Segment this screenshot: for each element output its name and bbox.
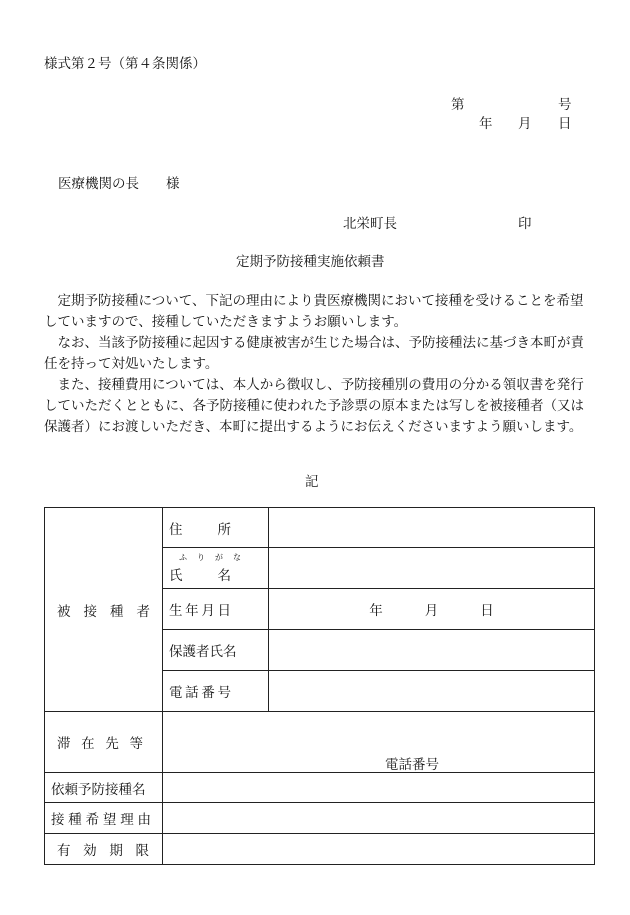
address-field[interactable] bbox=[269, 508, 595, 548]
validity-field[interactable] bbox=[163, 834, 595, 865]
address-label-cell bbox=[163, 508, 269, 548]
dob-day-unit: 日 bbox=[480, 603, 494, 619]
validity-label: 有 効 期 限 bbox=[57, 843, 149, 859]
addressee-name: 医療機関の長 bbox=[58, 176, 139, 192]
phone-label: 電 話 番 号 bbox=[169, 685, 231, 701]
issue-date-day: 日 bbox=[558, 116, 572, 132]
validity-label-cell bbox=[45, 834, 163, 865]
request-details-table bbox=[44, 507, 595, 865]
seal-mark: 印 bbox=[518, 216, 532, 232]
body-paragraph: 定期予防接種について、下記の理由により貴医療機関において接種を受けることを希望していますので、接種していただきますようお願いします。 bbox=[44, 293, 584, 330]
dob-field[interactable] bbox=[269, 589, 595, 630]
dob-year-unit: 年 bbox=[369, 603, 383, 619]
subject-header-cell bbox=[45, 508, 163, 712]
stay-address-field[interactable] bbox=[163, 712, 595, 773]
address-label: 住 所 bbox=[169, 521, 231, 538]
name-field[interactable] bbox=[269, 548, 595, 589]
stay-label: 滞 在 先 等 bbox=[57, 736, 143, 752]
document-number-prefix: 第 bbox=[451, 97, 465, 113]
name-label: 氏 名 bbox=[169, 568, 231, 584]
guardian-name-field[interactable] bbox=[269, 630, 595, 671]
guardian-label: 保護者氏名 bbox=[163, 630, 269, 671]
body-paragraph: また、接種費用については、本人から徴収し、予防接種別の費用の分かる領収書を発行していただくとともに、各予防接種に使われた予診票の原本または写しを被接種者（又は保護者）にお渡しいただき、本町に提出するようにお伝えくださいますよう願いします。 bbox=[44, 377, 584, 435]
stay-phone-label: 電話番号 bbox=[385, 757, 439, 773]
phone-label-cell bbox=[163, 671, 269, 712]
request-body bbox=[44, 291, 584, 438]
addressee-honorific: 様 bbox=[166, 176, 180, 192]
document-title: 定期予防接種実施依頼書 bbox=[236, 254, 385, 270]
stay-label-cell bbox=[45, 712, 163, 773]
name-label-cell bbox=[163, 548, 269, 589]
document-number-suffix: 号 bbox=[558, 97, 572, 113]
body-paragraph: なお、当該予防接種に起因する健康被害が生じた場合は、予防接種法に基づき本町が責任を持って対処いたします。 bbox=[44, 335, 584, 372]
dob-label-cell bbox=[163, 589, 269, 630]
subject-header-label: 被 接 種 者 bbox=[57, 603, 150, 620]
reason-label: 接 種 希 望 理 由 bbox=[51, 812, 151, 828]
dob-label: 生 年 月 日 bbox=[169, 603, 231, 619]
vaccine-name-field[interactable] bbox=[163, 773, 595, 803]
sender-name: 北栄町長 bbox=[343, 216, 397, 232]
reason-field[interactable] bbox=[163, 803, 595, 834]
issue-date-year: 年 bbox=[479, 116, 493, 132]
issue-date-month: 月 bbox=[518, 116, 532, 132]
phone-field[interactable] bbox=[269, 671, 595, 712]
furigana-label: ふ り が な bbox=[179, 553, 241, 562]
vaccine-name-label: 依頼予防接種名 bbox=[45, 773, 163, 803]
dob-value-units bbox=[277, 599, 586, 619]
reason-label-cell bbox=[45, 803, 163, 834]
form-number: 様式第２号（第４条関係） bbox=[44, 56, 206, 72]
dob-month-unit: 月 bbox=[424, 603, 439, 619]
ki-heading: 記 bbox=[305, 474, 319, 490]
